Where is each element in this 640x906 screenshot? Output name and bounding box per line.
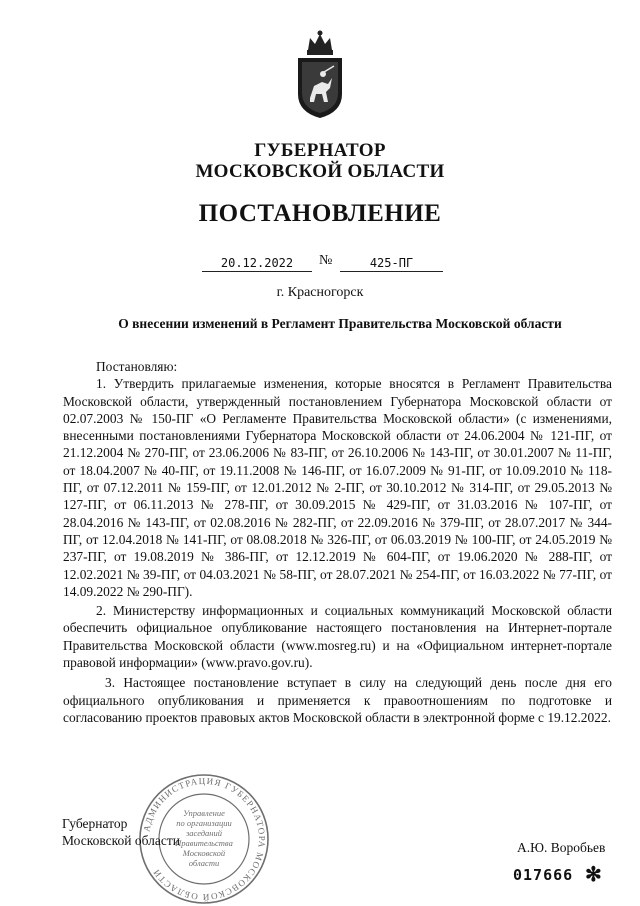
signatory-position-line1: Губернатор: [62, 816, 128, 831]
svg-text:заседаний: заседаний: [185, 828, 223, 838]
svg-text:Московской: Московской: [182, 848, 226, 858]
decree-lead: Постановляю:: [96, 359, 178, 374]
document-subject: О внесении изменений в Регламент Правительства Московской области: [118, 316, 562, 331]
moscow-oblast-coat-of-arms-icon: [290, 28, 350, 120]
issuer-title-line2: МОСКОВСКОЙ ОБЛАСТИ: [195, 161, 445, 182]
paragraph-3: 3. Настоящее постановление вступает в силу на следующий день после дня его официального опубликования и применяется к правоотношениям по подготовке и согласованию проектов правовых актов Московской области в электронной форме с 19.12.2022.: [63, 675, 612, 725]
document-body: [63, 358, 612, 726]
issuer-title-line1: ГУБЕРНАТОР: [254, 140, 386, 161]
paragraph-2: 2. Министерству информационных и социальных коммуникаций Московской области обеспечить официальное опубликование настоящего постановления на Интернет-портале Правительства Московской области (www.mosreg.ru) и на «Официальном интернет-портале правовой информации» (www.pravo.gov.ru).: [63, 603, 612, 671]
signatory-position-line2: Московской области: [62, 833, 181, 848]
document-type-heading: ПОСТАНОВЛЕНИЕ: [198, 200, 442, 227]
signatory-name: А.Ю. Воробьев: [517, 840, 606, 855]
svg-text:Управление: Управление: [183, 808, 225, 818]
paragraph-1: 1. Утвердить прилагаемые изменения, которые вносятся в Регламент Правительства Московской области, утвержденный постановлением Губернатора Московской области от 02.07.2003 № 150-ПГ «О Регламенте Правительства Московской области» (с изменениями, внесенными постановлениями Губернатора Московской области от 24.06.2004 № 121-ПГ, от 21.12.2004 № 270-ПГ, от 23.06.2006 № 83-ПГ, от 26.10.2006 № 143-ПГ, от 30.01.2007 № 11-ПГ, от 18.04.2007 № 40-ПГ, от 19.11.2008 № 146-ПГ, от 16.07.2009 № 91-ПГ, от 10.09.2010 № 118-ПГ, от 07.12.2011 № 159-ПГ, от 12.01.2012 № 2-ПГ, от 30.10.2012 № 314-ПГ, от 29.05.2013 № 127-ПГ, от 06.11.2013 № 278-ПГ, от 30.09.2015 № 429-ПГ, от 31.03.2016 № 107-ПГ, от 28.04.2016 № 143-ПГ, от 02.08.2016 № 282-ПГ, от 22.09.2016 № 379-ПГ, от 28.07.2017 № 344-ПГ, от 12.04.2018 № 141-ПГ, от 08.08.2018 № 326-ПГ, от 06.03.2019 № 100-ПГ, от 24.05.2019 № 237-ПГ, от 19.08.2019 № 386-ПГ, от 12.12.2019 № 604-ПГ, от 19.06.2020 № 288-ПГ, от 12.02.2021 № 39-ПГ, от 04.03.2021 № 58-ПГ, от 28.07.2021 № 254-ПГ, от 16.03.2022 № 77-ПГ, от 14.09.2022 № 290-ПГ).: [63, 376, 612, 599]
svg-text:Правительства: Правительства: [175, 838, 233, 848]
number-sign: №: [319, 253, 333, 268]
registration-number: 425-ПГ: [340, 256, 443, 272]
asterisk-mark-icon: ✻: [585, 864, 602, 886]
svg-text:по организации: по организации: [176, 818, 232, 828]
city-of-issue: г. Красногорск: [276, 285, 364, 300]
registration-date: 20.12.2022: [202, 256, 312, 272]
svg-text:АДМИНИСТРАЦИЯ ГУБЕРНАТОРА МОСК: АДМИНИСТРАЦИЯ ГУБЕРНАТОРА МОСКОВСКОЙ ОБЛАСТИ: [141, 775, 268, 903]
signatory-position: [62, 815, 180, 849]
document-serial-number: 017666: [513, 866, 574, 884]
svg-text:области: области: [188, 858, 220, 868]
